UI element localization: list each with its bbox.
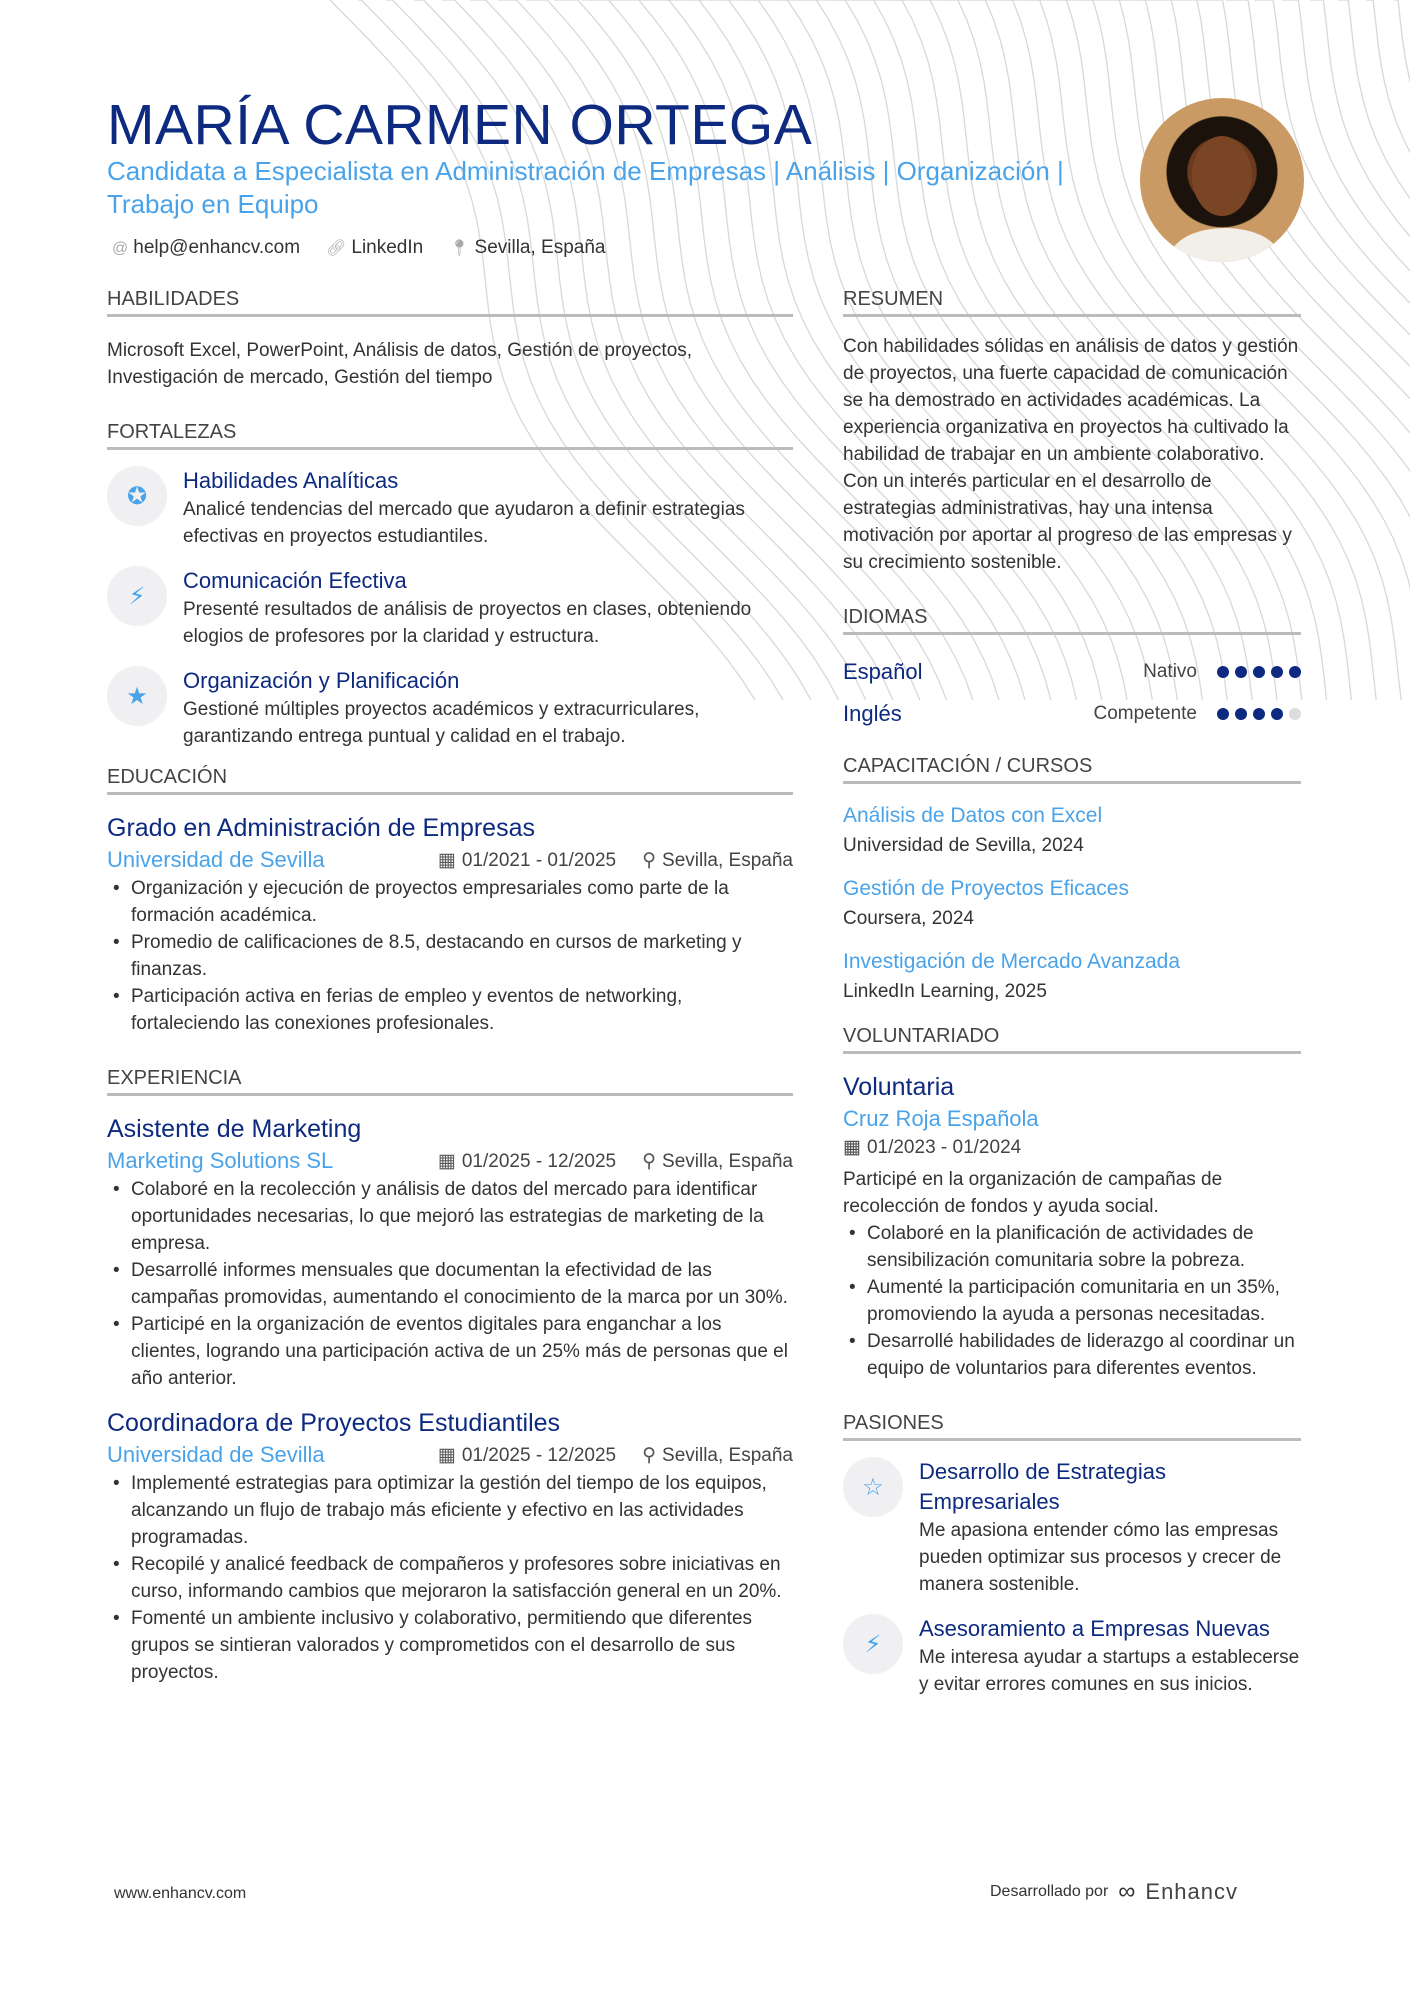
wand-icon: ⚡︎ xyxy=(843,1614,903,1674)
item-description: Presenté resultados de análisis de proyectos en clases, obteniendo elogios de profesores por la claridad y estructura. xyxy=(183,599,752,647)
footer-branding: Desarrollado por ∞ Enhancv xyxy=(990,1878,1239,1905)
section-heading: IDIOMAS xyxy=(843,606,1301,635)
language-item xyxy=(843,693,1301,735)
item-title: Organización y Planificación xyxy=(183,668,460,693)
bullet-item: • Organización y ejecución de proyectos empresariales como parte de la formación académica. xyxy=(107,875,793,929)
entry xyxy=(107,1406,793,1686)
list-item xyxy=(107,566,793,650)
item-title: Desarrollo de Estrategias Empresariales xyxy=(919,1459,1167,1514)
course-title: Gestión de Proyectos Eficaces xyxy=(843,877,1129,900)
section-heading: RESUMEN xyxy=(843,288,1301,317)
volunteer-dates: 01/2023 - 01/2024 xyxy=(866,1137,1022,1158)
award-icon: ✪ xyxy=(107,466,167,526)
entry xyxy=(107,811,793,1037)
volunteer-section xyxy=(843,1025,1301,1382)
language-name: Inglés xyxy=(843,701,902,726)
footer-site[interactable]: www.enhancv.com xyxy=(114,1885,247,1902)
calendar-icon: ▦ xyxy=(437,849,456,871)
section-heading: VOLUNTARIADO xyxy=(843,1025,1301,1054)
entry-title: Coordinadora de Proyectos Estudiantiles xyxy=(107,1409,561,1437)
section-heading: HABILIDADES xyxy=(107,288,793,317)
entry xyxy=(107,1112,793,1392)
enhancv-logo-icon: ∞ xyxy=(1118,1878,1136,1905)
skills-section xyxy=(107,288,793,391)
star-icon: ★ xyxy=(107,666,167,726)
entry-organization: Marketing Solutions SL xyxy=(107,1148,334,1173)
list-item xyxy=(843,1614,1301,1698)
entry-organization: Universidad de Sevilla xyxy=(107,847,325,872)
course-item xyxy=(843,873,1301,932)
rating-dot xyxy=(1289,708,1301,720)
entry-location: Sevilla, España xyxy=(662,1444,793,1466)
rating-dot xyxy=(1217,666,1229,678)
map-pin-icon: 📍︎ xyxy=(449,240,470,257)
language-name: Español xyxy=(843,659,923,684)
experience-section xyxy=(107,1067,793,1686)
course-item xyxy=(843,800,1301,859)
rating-dot xyxy=(1217,708,1229,720)
course-title: Investigación de Mercado Avanzada xyxy=(843,950,1181,973)
summary-section xyxy=(843,288,1301,576)
section-heading: EDUCACIÓN xyxy=(107,766,793,795)
entry-organization: Universidad de Sevilla xyxy=(107,1442,325,1467)
bullet-item: • Promedio de calificaciones de 8.5, destacando en cursos de marketing y finanzas. xyxy=(107,929,793,983)
rating-dot xyxy=(1289,666,1301,678)
course-provider: Coursera, 2024 xyxy=(843,908,974,929)
course-provider: LinkedIn Learning, 2025 xyxy=(843,981,1047,1002)
section-heading: CAPACITACIÓN / CURSOS xyxy=(843,755,1301,784)
calendar-icon: ▦ xyxy=(437,1150,456,1172)
bullet-item: • Fomenté un ambiente inclusivo y colaborativo, permitiendo que diferentes grupos se sintieran valorados y comprometidos con el desarrollo de sus proyectos. xyxy=(107,1605,793,1686)
entry-dates: 01/2025 - 12/2025 xyxy=(461,1150,617,1172)
rating-dot xyxy=(1271,708,1283,720)
list-item xyxy=(843,1457,1301,1598)
section-heading: FORTALEZAS xyxy=(107,421,793,450)
language-level: Competente xyxy=(1093,703,1197,724)
map-pin-icon: ⚲ xyxy=(642,1444,657,1466)
wand-icon: ⚡︎ xyxy=(107,566,167,626)
languages-section xyxy=(843,606,1301,735)
candidate-title: Candidata a Especialista en Administración de Empresas | Análisis | Organización | Trabajo en Equipo xyxy=(107,156,1064,219)
courses-section xyxy=(843,755,1301,1005)
item-description: Gestioné múltiples proyectos académicos y extracurriculares, garantizando entrega puntual y calidad en el trabajo. xyxy=(183,699,700,747)
section-heading: PASIONES xyxy=(843,1412,1301,1441)
language-item xyxy=(843,651,1301,693)
bullet-item: • Desarrollé informes mensuales que documentan la efectividad de las campañas promovidas, aumentando el conocimiento de la marca por un 30%. xyxy=(107,1257,793,1311)
right-column xyxy=(843,288,1301,1728)
entry-title: Asistente de Marketing xyxy=(107,1115,362,1143)
passions-section xyxy=(843,1412,1301,1698)
bullet-list xyxy=(107,1176,793,1392)
list-item xyxy=(107,466,793,550)
bullet-item: • Participación activa en ferias de empleo y eventos de networking, fortaleciendo las conexiones profesionales. xyxy=(107,983,793,1037)
item-title: Comunicación Efectiva xyxy=(183,568,407,593)
course-title: Análisis de Datos con Excel xyxy=(843,804,1103,827)
skills-text: Microsoft Excel, PowerPoint, Análisis de datos, Gestión de proyectos, Investigación de mercado, Gestión del tiempo xyxy=(107,340,693,388)
item-title: Habilidades Analíticas xyxy=(183,468,399,493)
map-pin-icon: ⚲ xyxy=(642,1150,657,1172)
at-icon: @ xyxy=(112,240,129,257)
rating-dot xyxy=(1235,708,1247,720)
strengths-section xyxy=(107,421,793,750)
course-item xyxy=(843,946,1301,1005)
map-pin-icon: ⚲ xyxy=(642,849,657,871)
entry-title: Grado en Administración de Empresas xyxy=(107,814,535,842)
entry-location: Sevilla, España xyxy=(662,1150,793,1172)
item-description: Me interesa ayudar a startups a establecerse y evitar errores comunes en sus inicios. xyxy=(919,1647,1300,1695)
bullet-item: • Participé en la organización de eventos digitales para enganchar a los clientes, logrando una participación activa de un 25% más de personas que el año anterior. xyxy=(107,1311,793,1392)
linkedin-contact[interactable]: 🔗︎ LinkedIn xyxy=(326,237,424,258)
rating-dot xyxy=(1253,666,1265,678)
email-contact[interactable]: @ help@enhancv.com xyxy=(112,237,301,258)
bullet-item: • Implementé estrategias para optimizar la gestión del tiempo de los equipos, alcanzando un flujo de trabajo más eficiente y efectivo en las actividades programadas. xyxy=(107,1470,793,1551)
language-rating xyxy=(1217,666,1301,678)
bullet-list xyxy=(107,875,793,1037)
rating-dot xyxy=(1253,708,1265,720)
star-outline-icon: ☆ xyxy=(843,1457,903,1517)
section-heading: EXPERIENCIA xyxy=(107,1067,793,1096)
calendar-icon: ▦ xyxy=(437,1444,456,1466)
bullet-item: • Colaboré en la recolección y análisis de datos del mercado para identificar oportunidades necesarias, lo que mejoró las estrategias de marketing de la empresa. xyxy=(107,1176,793,1257)
contact-bar xyxy=(112,237,606,259)
volunteer-role: Voluntaria xyxy=(843,1073,955,1101)
entry-dates: 01/2021 - 01/2025 xyxy=(461,849,617,871)
item-description: Analicé tendencias del mercado que ayudaron a definir estrategias efectivas en proyectos estudiantiles. xyxy=(183,499,745,547)
course-provider: Universidad de Sevilla, 2024 xyxy=(843,835,1084,856)
link-icon: 🔗︎ xyxy=(326,240,347,257)
language-rating xyxy=(1217,708,1301,720)
bullet-item: • Recopilé y analicé feedback de compañeros y profesores sobre iniciativas en curso, informando cambios que mejoraron la satisfacción general en un 20%. xyxy=(107,1551,793,1605)
education-section xyxy=(107,766,793,1037)
bullet-item: • Colaboré en la planificación de actividades de sensibilización comunitaria sobre la pobreza. xyxy=(843,1220,1301,1274)
entry-dates: 01/2025 - 12/2025 xyxy=(461,1444,617,1466)
profile-photo xyxy=(1140,98,1304,262)
list-item xyxy=(107,666,793,750)
bullet-item: • Aumenté la participación comunitaria en un 35%, promoviendo la ayuda a personas necesitadas. xyxy=(843,1274,1301,1328)
rating-dot xyxy=(1271,666,1283,678)
item-description: Me apasiona entender cómo las empresas pueden optimizar sus procesos y crecer de manera sostenible. xyxy=(919,1520,1282,1595)
bullet-item: • Desarrollé habilidades de liderazgo al coordinar un equipo de voluntarios para diferentes eventos. xyxy=(843,1328,1301,1382)
calendar-icon: ▦ xyxy=(843,1137,861,1158)
rating-dot xyxy=(1235,666,1247,678)
bullet-list xyxy=(107,1470,793,1686)
left-column xyxy=(107,288,793,1716)
location-contact: 📍︎ Sevilla, España xyxy=(449,237,606,258)
item-title: Asesoramiento a Empresas Nuevas xyxy=(919,1616,1270,1641)
volunteer-org: Cruz Roja Española xyxy=(843,1106,1039,1131)
volunteer-desc: Participé en la organización de campañas de recolección de fondos y ayuda social. xyxy=(843,1169,1223,1217)
brand-name: Enhancv xyxy=(1145,1879,1239,1904)
summary-text: Con habilidades sólidas en análisis de datos y gestión de proyectos, una fuerte capacidad de comunicación se ha demostrado en actividades académicas. La experiencia organizativa en proyectos ha cultivado la habilidad de trabajar en un ambiente colaborativo. Con un interés particular en el desarrollo de estrategias administrativas, hay una intensa motivación por aportar al progreso de las empresas y su crecimiento sostenible. xyxy=(843,336,1299,573)
language-level: Nativo xyxy=(1143,661,1197,682)
entry-location: Sevilla, España xyxy=(662,849,793,871)
candidate-name: MARÍA CARMEN ORTEGA xyxy=(107,93,813,157)
